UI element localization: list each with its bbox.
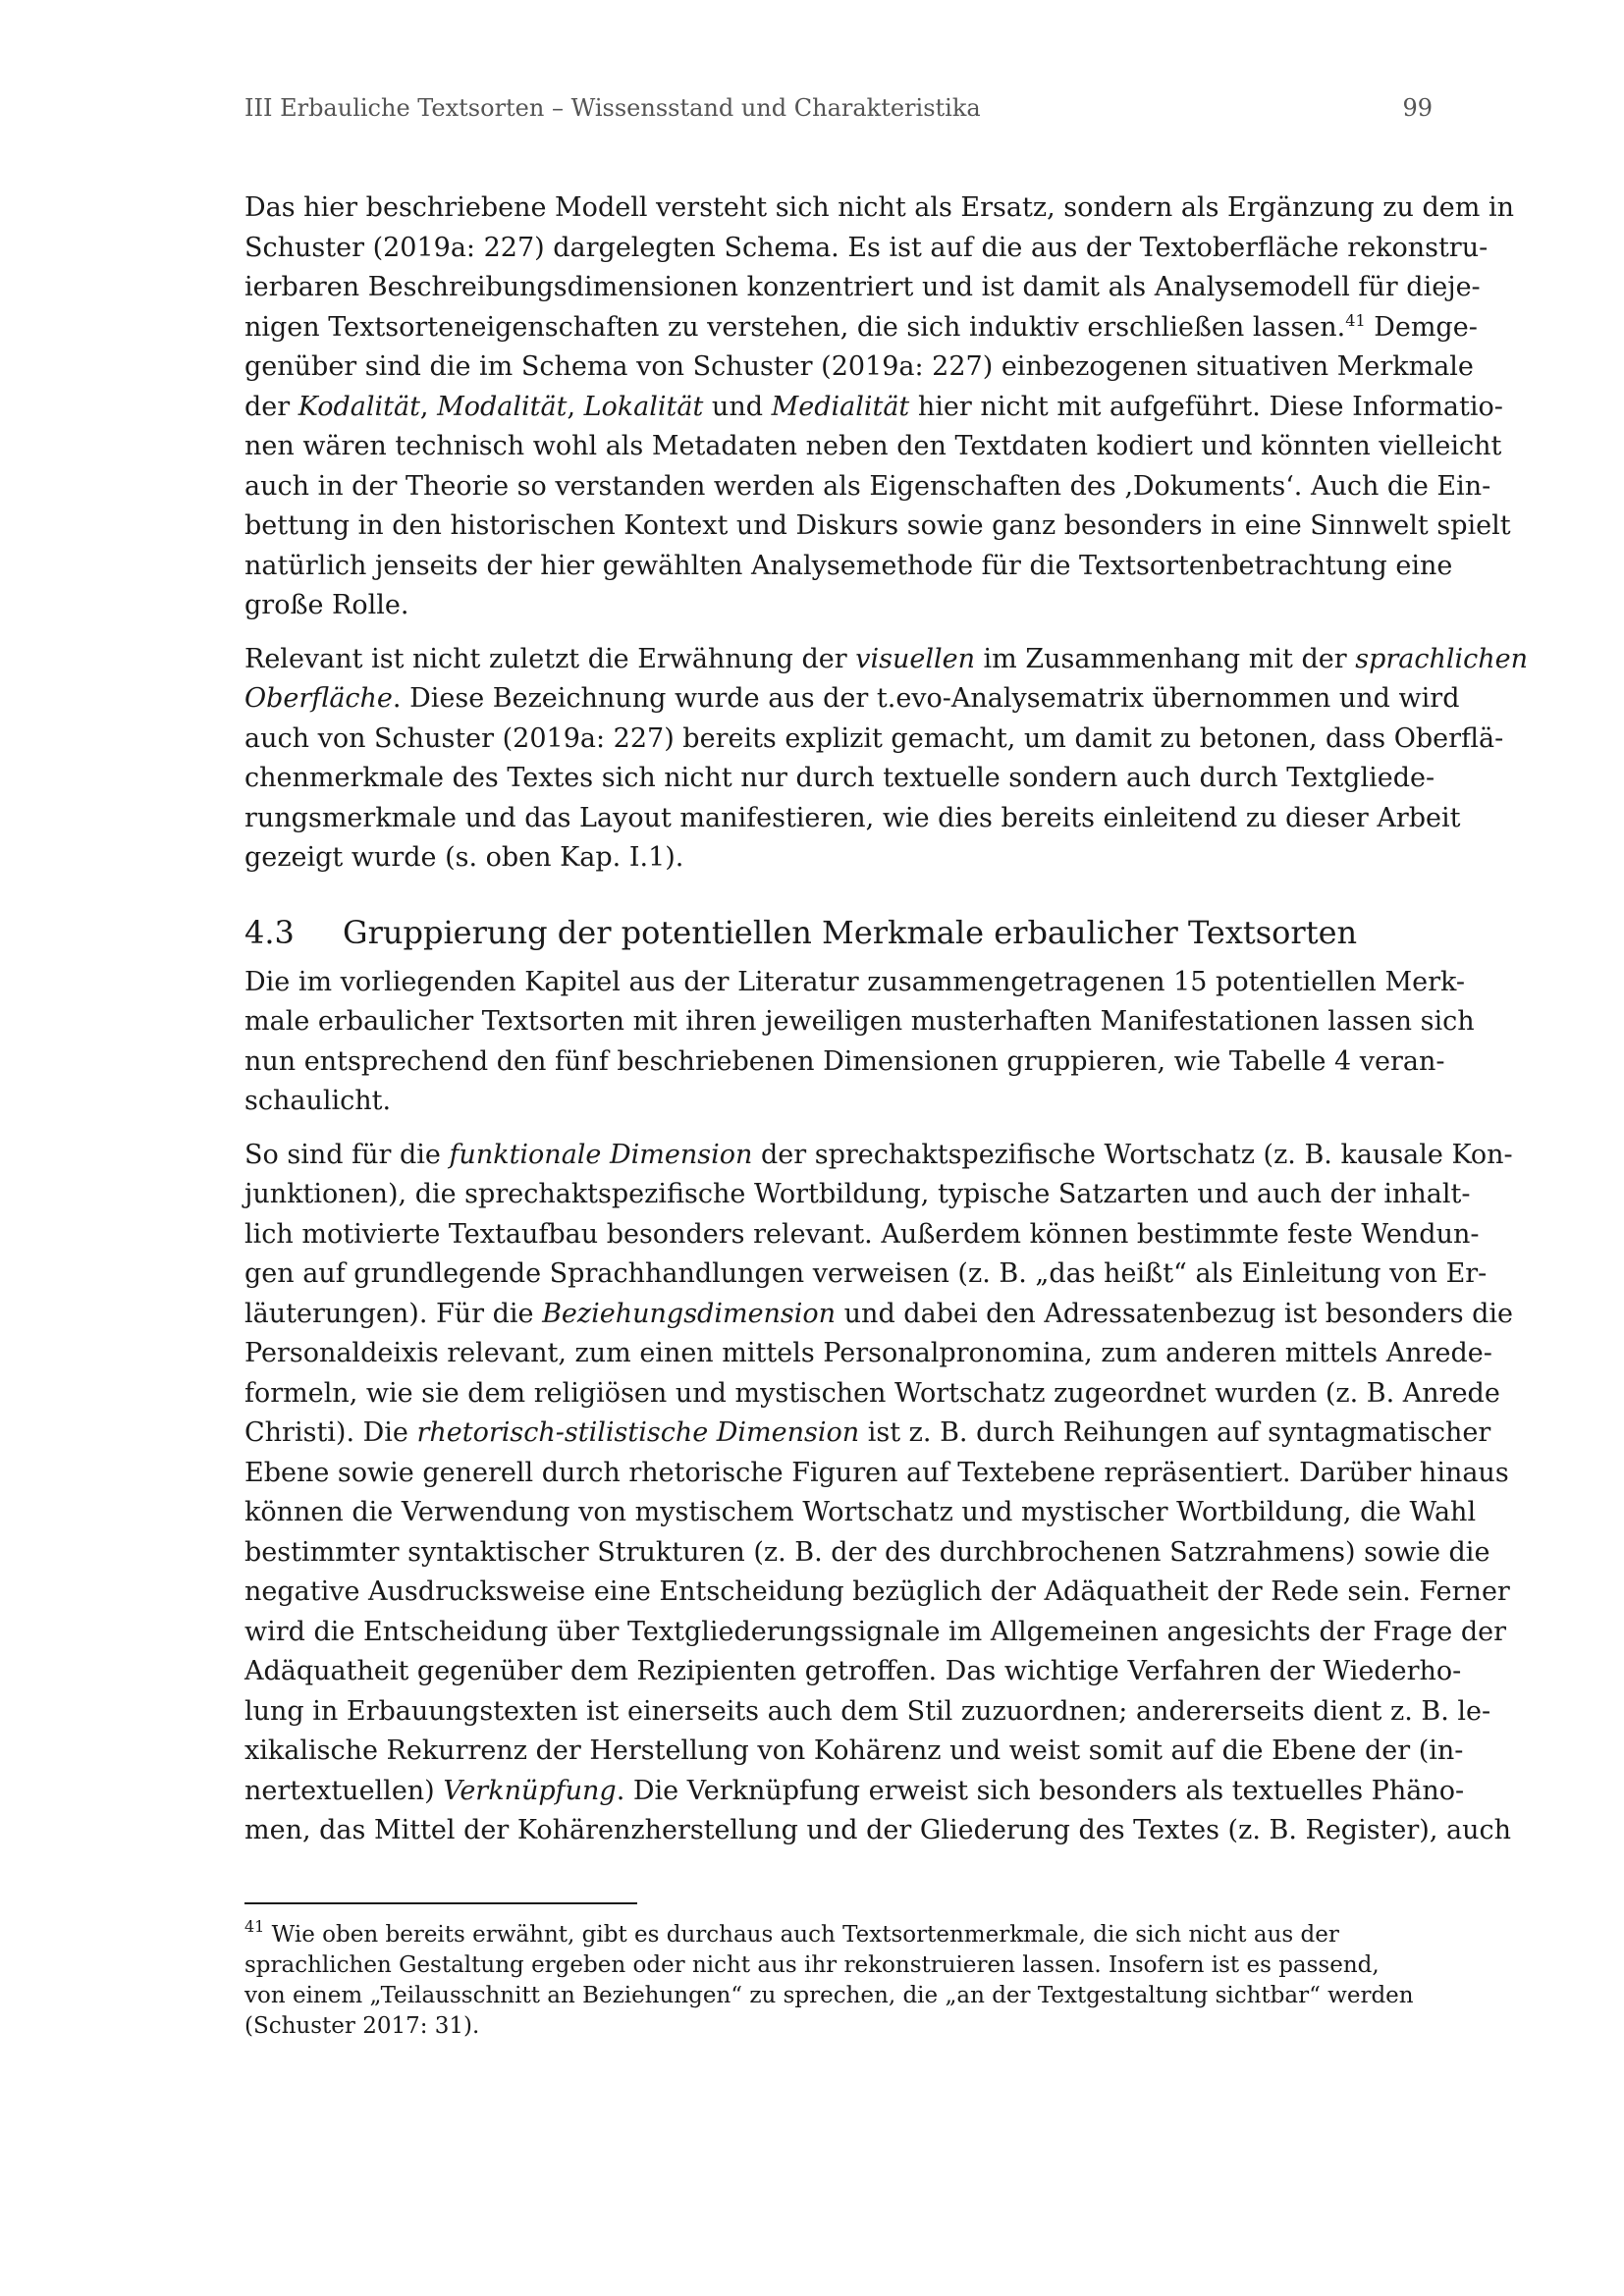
text-run: lich motivierte Textaufbau besonders relevant. Außerdem können bestimmte feste Wendun- (244, 1218, 1480, 1250)
text-line (244, 1811, 1512, 1851)
text-run: nigen Textsorteneigenschaften zu verstehen, die sich induktiv erschließen lassen. (244, 311, 1346, 343)
text-line (244, 1002, 1475, 1042)
text-run: auch von Schuster (2019a: 227) bereits explizit gemacht, um damit zu betonen, dass Oberflä- (244, 722, 1504, 754)
text-run: der (244, 391, 298, 422)
page-number: 99 (1402, 94, 1433, 122)
text-line (244, 586, 1433, 626)
text-line (244, 1917, 1433, 1950)
text-line (244, 1374, 1500, 1415)
italic-term: Lokalität (583, 391, 704, 422)
italic-term: rhetorisch-stilistische Dimension (416, 1417, 860, 1448)
text-run: Wie oben bereits erwähnt, gibt es durchaus auch Textsortenmerkmale, die sich nicht aus der (264, 1922, 1339, 1948)
text-run: nun entsprechend den fünf beschriebenen Dimensionen gruppieren, wie Tabelle 4 veran- (244, 1045, 1445, 1077)
text-line (244, 1454, 1509, 1494)
text-run: genüber sind die im Schema von Schuster (2019a: 227) einbezogenen situativen Merkmale (244, 351, 1474, 382)
text-line (244, 1772, 1465, 1812)
footnote-divider (244, 1902, 637, 1904)
italic-term: funktionale Dimension (449, 1139, 753, 1170)
text-run: schaulicht. (244, 1086, 392, 1116)
footnote-marker: 41 (1345, 310, 1366, 330)
text-line (244, 188, 1514, 229)
text-line (244, 679, 1460, 720)
text-run: große Rolle. (244, 590, 409, 620)
text-run: Relevant ist nicht zuletzt die Erwähnung der (244, 643, 856, 674)
text-run: Das hier beschriebene Modell versteht sich nicht als Ersatz, sondern als Ergänzung zu dem in (244, 192, 1514, 223)
text-run: im Zusammenhang mit der (974, 643, 1356, 674)
paragraph (244, 188, 1514, 626)
text-run: natürlich jenseits der hier gewählten Analysemethode für die Textsortenbetrachtung eine (244, 550, 1453, 581)
text-run: läuterungen). Für die (244, 1298, 543, 1329)
text-run: formeln, wie sie dem religiösen und mystischen Wortschatz zugeordnet wurden (z. B. Anrede (244, 1377, 1500, 1409)
text-run: sprachlichen Gestaltung ergeben oder nicht aus ihr rekonstruieren lassen. Insofern ist es passend, (244, 1952, 1380, 1978)
section-title: Gruppierung der potentiellen Merkmale erbaulicher Textsorten (343, 913, 1358, 951)
italic-term: sprachlichen (1355, 643, 1529, 674)
text-line (244, 1175, 1471, 1215)
running-head (244, 94, 1433, 133)
text-line (244, 640, 1529, 680)
text-line (244, 1042, 1445, 1083)
text-line (244, 1692, 1491, 1733)
text-run: gezeigt wurde (s. oben Kap. I.1). (244, 842, 684, 873)
text-line (244, 268, 1481, 308)
text-run: Ebene sowie generell durch rhetorische Figuren auf Textebene repräsentiert. Darüber hinaus (244, 1457, 1509, 1488)
paragraph (244, 1136, 1514, 1851)
italic-term: Oberfläche (244, 683, 393, 714)
text-line (244, 308, 1478, 348)
running-head-title: III Erbauliche Textsorten – Wissensstand und Charakteristika (244, 94, 981, 122)
text-line (244, 1414, 1491, 1454)
text-line (244, 2011, 1433, 2042)
text-line (244, 547, 1453, 587)
text-line (244, 1981, 1433, 2011)
text-line (244, 1652, 1462, 1692)
text-line (244, 1732, 1464, 1772)
text-line (244, 838, 1433, 879)
text-run: Demge- (1365, 311, 1478, 343)
text-line (244, 1533, 1490, 1574)
section-number: 4.3 (244, 913, 295, 951)
text-line (244, 467, 1491, 507)
text-run: nertextuellen) (244, 1775, 444, 1806)
paragraphs-in-section (244, 963, 1514, 1851)
text-line (244, 507, 1511, 547)
paragraph (244, 640, 1529, 879)
text-run: können die Verwendung von mystischem Wortschatz und mystischer Wortbildung, die Wahl (244, 1497, 1477, 1527)
text-run: xikalische Rekurrenz der Herstellung von Kohärenz und weist somit auf die Ebene der (in- (244, 1735, 1464, 1766)
text-line (244, 427, 1502, 467)
text-line (244, 759, 1433, 799)
italic-term: Medialität (771, 391, 910, 422)
text-line (244, 1295, 1514, 1335)
text-run: der sprechaktspezifische Wortschatz (z. B. kausale Kon- (752, 1139, 1513, 1170)
footnote-marker: 41 (244, 1917, 265, 1936)
text-line (244, 1334, 1492, 1374)
text-run: rungsmerkmale und das Layout manifestieren, wie dies bereits einleitend zu dieser Arbeit (244, 802, 1461, 833)
paragraphs-before-section (244, 188, 1529, 879)
text-line (244, 229, 1489, 269)
text-line (244, 1573, 1510, 1613)
text-run: bestimmter syntaktischer Strukturen (z. B. der des durchbrochenen Satzrahmens) sowie die (244, 1536, 1490, 1568)
text-run: chenmerkmale des Textes sich nicht nur durch textuelle sondern auch durch Textgliede- (244, 763, 1435, 793)
text-run: auch in der Theorie so verstanden werden als Eigenschaften des ‚Dokuments‘. Auch die Ein- (244, 470, 1491, 502)
text-run: nen wären technisch wohl als Metadaten neben den Textdaten kodiert und könnten vielleicht (244, 431, 1502, 461)
text-run: hier nicht mit aufgeführt. Diese Informatio- (909, 391, 1503, 422)
text-run: male erbaulicher Textsorten mit ihren jeweiligen musterhaften Manifestationen lassen sich (244, 1006, 1475, 1037)
main-text (244, 188, 1529, 1851)
text-run: gen auf grundlegende Sprachhandlungen verweisen (z. B. „das heißt“ als Einleitung von Er- (244, 1258, 1488, 1289)
text-line (244, 1613, 1506, 1653)
text-line (244, 1082, 1433, 1122)
text-run: men, das Mittel der Kohärenzherstellung und der Gliederung des Textes (z. B. Register), auch (244, 1815, 1512, 1845)
text-run: lung in Erbauungstexten ist einerseits auch dem Stil zuzuordnen; andererseits dient z. B. le- (244, 1695, 1491, 1727)
text-run: . Diese Bezeichnung wurde aus der t.evo-Analysematrix übernommen und wird (392, 683, 1460, 714)
text-line (244, 1136, 1513, 1176)
text-run: negative Ausdrucksweise eine Entscheidung bezüglich der Adäquatheit der Rede sein. Ferner (244, 1576, 1510, 1607)
text-run: junktionen), die sprechaktspezifische Wortbildung, typische Satzarten und auch der inhalt- (244, 1179, 1471, 1209)
text-run: und dabei den Adressatenbezug ist besonders die (836, 1298, 1514, 1329)
text-line (244, 799, 1461, 839)
text-run: Die im vorliegenden Kapitel aus der Literatur zusammengetragenen 15 potentiellen Merk- (244, 966, 1466, 997)
italic-term: visuellen (855, 643, 975, 674)
paragraph (244, 963, 1475, 1122)
section-heading (244, 912, 1433, 953)
italic-term: Beziehungsdimension (542, 1298, 837, 1329)
text-line (244, 720, 1504, 760)
text-run: Schuster (2019a: 227) dargelegten Schema. Es ist auf die aus der Textoberfläche rekonstru- (244, 232, 1489, 263)
text-run: Christi). Die (244, 1417, 417, 1448)
text-run: So sind für die (244, 1139, 450, 1170)
text-line (244, 963, 1466, 1003)
text-run: Personaldeixis relevant, zum einen mittels Personalpronomina, zum anderen mittels Anrede- (244, 1338, 1492, 1368)
text-run: wird die Entscheidung über Textgliederungssignale im Allgemeinen angesichts der Frage der (244, 1616, 1506, 1647)
text-line (244, 1493, 1477, 1533)
text-line (244, 1215, 1480, 1255)
text-line (244, 347, 1474, 388)
italic-term: Verknüpfung (443, 1775, 617, 1806)
text-run: , (419, 391, 438, 422)
footnote (244, 1917, 1433, 2042)
text-line (244, 388, 1503, 428)
text-run: , (567, 391, 584, 422)
text-run: von einem „Teilausschnitt an Beziehungen“ zu sprechen, die „an der Textgestaltung sichtbar“ werden (244, 1983, 1414, 2008)
text-line (244, 1950, 1433, 1981)
text-run: Adäquatheit gegenüber dem Rezipienten getroffen. Das wichtige Verfahren der Wiederho- (244, 1656, 1462, 1686)
text-line (244, 1255, 1488, 1295)
text-run: bettung in den historischen Kontext und Diskurs sowie ganz besonders in eine Sinnwelt spielt (244, 510, 1511, 541)
text-run: ist z. B. durch Reihungen auf syntagmatischer (859, 1417, 1491, 1448)
text-run: (Schuster 2017: 31). (244, 2013, 480, 2039)
text-run: und (703, 391, 772, 422)
text-run: . Die Verknüpfung erweist sich besonders als textuelles Phäno- (616, 1775, 1465, 1806)
italic-term: Modalität (437, 391, 568, 422)
text-run: ierbaren Beschreibungsdimensionen konzentriert und ist damit als Analysemodell für dieje- (244, 272, 1481, 302)
italic-term: Kodalität (298, 391, 420, 422)
